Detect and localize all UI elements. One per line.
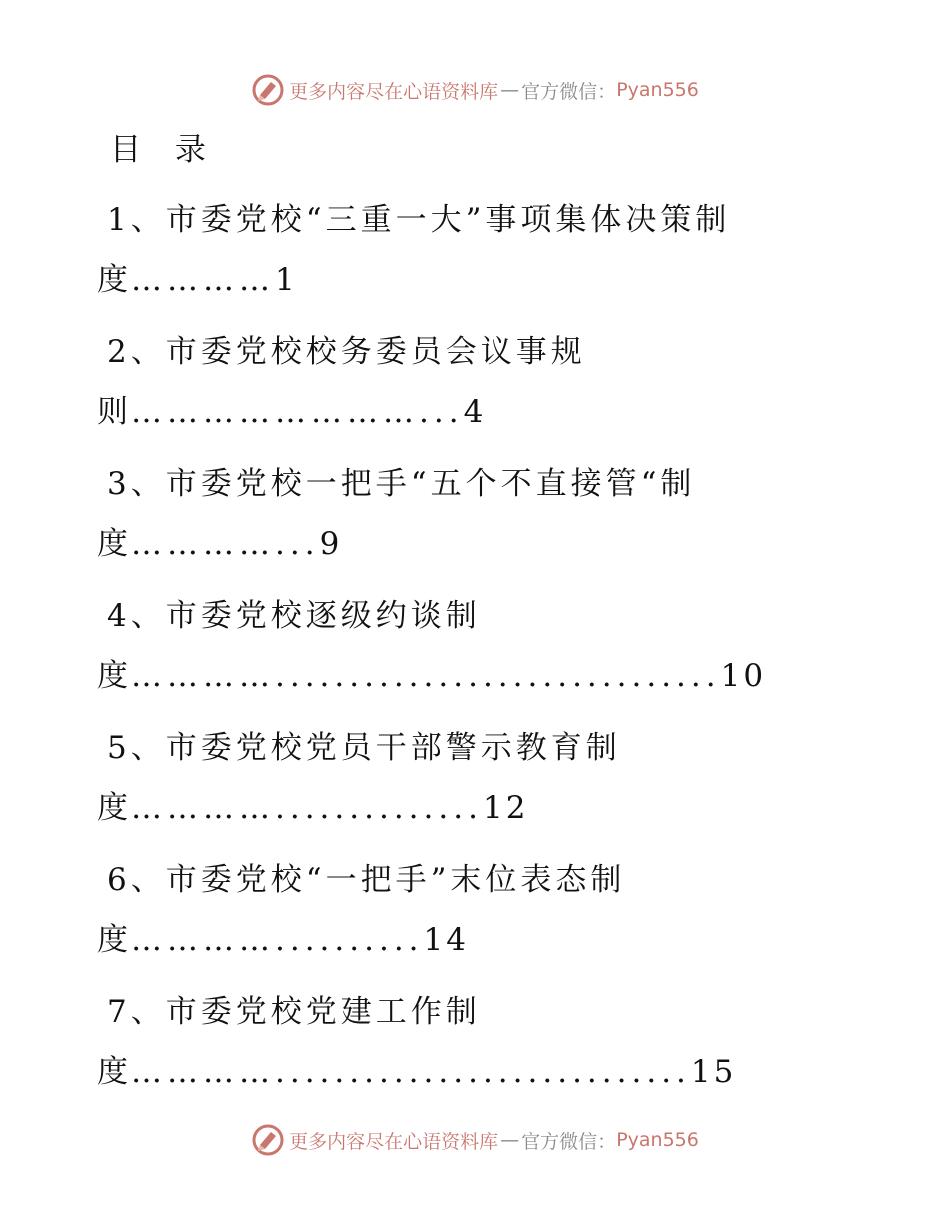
toc-entry[interactable] [97,190,897,310]
wechat-label: 官方微信： [521,80,617,103]
watermark-separator: — [500,1129,520,1151]
watermark-separator: — [500,79,520,101]
toc-entry-continuation [97,1042,897,1102]
toc-entry-continuation [97,250,897,310]
toc-entry[interactable] [97,322,897,442]
toc-entry-continuation [97,646,897,706]
toc-entry[interactable] [97,718,897,838]
pen-logo-icon [251,1123,285,1157]
toc-entry[interactable] [97,850,897,970]
wechat-id: Pyan556 [616,1129,699,1151]
toc-entry-page: 14 [423,922,469,958]
toc-entry-tail: 度 [97,790,131,826]
toc-entry-leader: ……………………... [131,394,464,430]
toc-entry[interactable] [97,586,897,706]
pen-logo-icon [251,73,285,107]
toc-entry-leader: ………….......... [131,922,424,958]
toc-entry-leader: ………….............................. [131,658,721,694]
toc-entry-tail: 度 [97,658,131,694]
toc-entry-leader: ………….............. [131,790,483,826]
toc-entry-tail: 度 [97,262,131,298]
toc-entry-title: 1、市委党校“三重一大”事项集体决策制 [107,202,731,238]
toc-entry[interactable] [97,454,897,574]
wechat-id: Pyan556 [616,79,699,101]
toc-entry-tail: 度 [97,922,131,958]
toc-entry-continuation [97,382,897,442]
toc-entry-continuation [97,910,897,970]
toc-entry-continuation [97,778,897,838]
toc-entry-title: 2、市委党校校务委员会议事规 [107,334,586,370]
watermark-text: 更多内容尽在心语资料库 [289,1130,499,1153]
toc-title: 目 录 [110,132,218,168]
toc-entry-page: 10 [720,658,767,694]
toc-entry-page: 12 [482,790,529,826]
toc-entry-title: 6、市委党校“一把手”末位表态制 [107,862,626,898]
toc-entry-leader: …………............................ [131,1054,691,1090]
toc-entry-page: 4 [463,394,487,430]
watermark-text: 更多内容尽在心语资料库 [289,80,499,103]
wechat-label: 官方微信： [521,1130,617,1153]
toc-entry-leader: ………… [131,262,275,298]
watermark-banner-top [0,70,950,110]
toc-entry-tail: 则 [97,394,131,430]
toc-entry-tail: 度 [97,526,131,562]
toc-entry-page: 9 [319,526,343,562]
toc-entry[interactable] [97,982,897,1102]
toc-entry-title: 7、市委党校党建工作制 [107,994,481,1030]
watermark-banner-bottom [0,1120,950,1160]
toc-entry-page: 1 [275,262,298,298]
toc-entry-tail: 度 [97,1054,131,1090]
toc-entry-page: 15 [690,1054,737,1090]
toc-entry-title: 3、市委党校一把手“五个不直接管“制 [107,466,696,502]
toc-entry-title: 5、市委党校党员干部警示教育制 [107,730,621,766]
toc-entry-title: 4、市委党校逐级约谈制 [107,598,481,634]
toc-entry-continuation [97,514,897,574]
toc-entry-leader: …………... [131,526,320,562]
